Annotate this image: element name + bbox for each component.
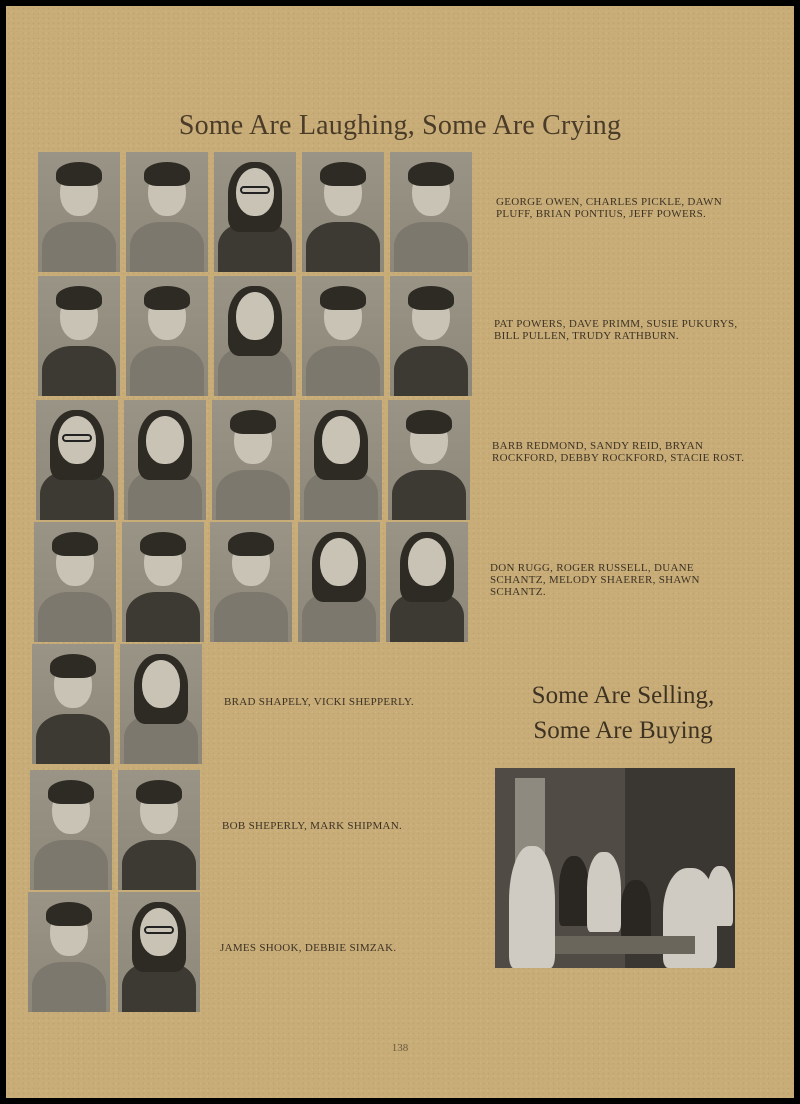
names-caption-row-2: PAT POWERS, DAVE PRIMM, SUSIE PUKURYS, BILL PULLEN, TRUDY RATHBURN.: [494, 318, 738, 342]
student-portrait: [298, 522, 380, 642]
yearbook-page: [6, 6, 794, 1098]
student-portrait: [214, 276, 296, 396]
names-caption-row-3: BARB REDMOND, SANDY REID, BRYAN ROCKFORD, DEBBY ROCKFORD, STACIE ROST.: [492, 440, 745, 464]
student-portrait: [124, 400, 206, 520]
student-portrait: [122, 522, 204, 642]
student-portrait: [210, 522, 292, 642]
names-caption-row-1: GEORGE OWEN, CHARLES PICKLE, DAWN PLUFF, BRIAN PONTIUS, JEFF POWERS.: [496, 196, 722, 220]
names-caption-row-4: DON RUGG, ROGER RUSSELL, DUANE SCHANTZ, MELODY SHAERER, SHAWN SCHANTZ.: [490, 562, 700, 598]
names-caption-row-5: BRAD SHAPELY, VICKI SHEPPERLY.: [224, 696, 414, 708]
student-portrait: [30, 770, 112, 890]
candid-photo: [495, 768, 735, 968]
page-number: 138: [391, 1042, 409, 1054]
student-portrait: [126, 276, 208, 396]
student-portrait: [38, 276, 120, 396]
student-portrait: [212, 400, 294, 520]
student-portrait: [300, 400, 382, 520]
student-portrait: [28, 892, 110, 1012]
student-portrait: [214, 152, 296, 272]
student-portrait: [38, 152, 120, 272]
student-portrait: [118, 770, 200, 890]
names-caption-row-7: JAMES SHOOK, DEBBIE SIMZAK.: [220, 942, 397, 954]
student-portrait: [34, 522, 116, 642]
student-portrait: [390, 276, 472, 396]
student-portrait: [390, 152, 472, 272]
page-title: Some Are Laughing, Some Are Crying: [178, 110, 622, 141]
student-portrait: [388, 400, 470, 520]
student-portrait: [386, 522, 468, 642]
student-portrait: [120, 644, 202, 764]
feature-title-line-2: Some Are Buying: [533, 717, 713, 744]
student-portrait: [32, 644, 114, 764]
student-portrait: [302, 276, 384, 396]
student-portrait: [302, 152, 384, 272]
student-portrait: [36, 400, 118, 520]
student-portrait: [126, 152, 208, 272]
feature-title-line-1: Some Are Selling,: [531, 682, 715, 709]
names-caption-row-6: BOB SHEPERLY, MARK SHIPMAN.: [222, 820, 403, 832]
student-portrait: [118, 892, 200, 1012]
feature-title: [502, 678, 744, 748]
